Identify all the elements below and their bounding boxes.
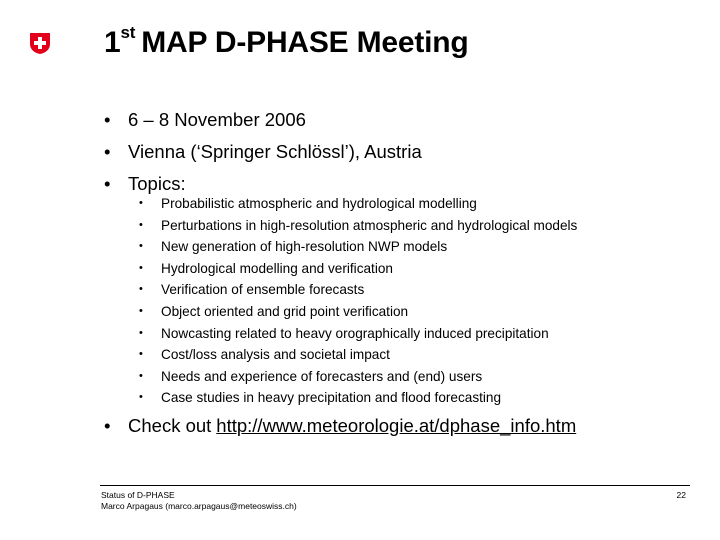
bullet-dot-icon: • <box>139 261 143 274</box>
bullet-item: • Topics: <box>104 170 422 202</box>
topic-item: • Object oriented and grid point verification <box>139 301 577 323</box>
topic-item: • Nowcasting related to heavy orographically induced precipitation <box>139 323 577 345</box>
bullet-dot-icon: • <box>139 304 143 317</box>
slide-title <box>104 23 469 60</box>
bullet-item: • Vienna (‘Springer Schlössl’), Austria <box>104 138 422 170</box>
title-prefix: 1 <box>104 26 121 59</box>
title-superscript: st <box>120 23 136 42</box>
bullet-dot-icon: • <box>139 240 143 253</box>
check-out-bullet <box>104 412 576 439</box>
bullet-dot-icon: • <box>104 141 111 162</box>
topic-item: • Needs and experience of forecasters and (end) users <box>139 366 577 388</box>
topic-item: • Perturbations in high-resolution atmospheric and hydrological models <box>139 215 577 237</box>
title-text: MAP D-PHASE Meeting <box>141 26 469 59</box>
bullet-dot-icon: • <box>104 415 111 436</box>
main-bullet-list <box>104 106 422 202</box>
footer-line-1: Status of D-PHASE <box>101 490 175 500</box>
bullet-dot-icon: • <box>139 218 143 231</box>
bullet-dot-icon: • <box>104 109 111 130</box>
swiss-cross-icon <box>28 31 52 55</box>
topic-item: • Verification of ensemble forecasts <box>139 279 577 301</box>
footer-divider <box>100 485 690 486</box>
bullet-dot-icon: • <box>139 283 143 296</box>
topic-item: • Cost/loss analysis and societal impact <box>139 344 577 366</box>
bullet-dot-icon: • <box>139 348 143 361</box>
bullet-dot-icon: • <box>139 391 143 404</box>
footer-line-2: Marco Arpagaus (marco.arpagaus@meteoswiss.ch) <box>101 501 297 511</box>
bullet-dot-icon: • <box>139 326 143 339</box>
topics-list <box>139 193 577 409</box>
topic-item: • New generation of high-resolution NWP models <box>139 236 577 258</box>
dphase-info-link[interactable]: http://www.meteorologie.at/dphase_info.htm <box>216 415 577 436</box>
topic-item: • Hydrological modelling and verification <box>139 258 577 280</box>
page-number: 22 <box>676 490 686 500</box>
topic-item: • Probabilistic atmospheric and hydrological modelling <box>139 193 577 215</box>
bullet-dot-icon: • <box>139 369 143 382</box>
bullet-item: • 6 – 8 November 2006 <box>104 106 422 138</box>
topic-item: • Case studies in heavy precipitation and flood forecasting <box>139 387 577 409</box>
footer-info <box>101 490 297 512</box>
bullet-dot-icon: • <box>104 173 111 194</box>
bullet-dot-icon: • <box>139 197 143 209</box>
check-out-label: Check out <box>128 415 212 436</box>
